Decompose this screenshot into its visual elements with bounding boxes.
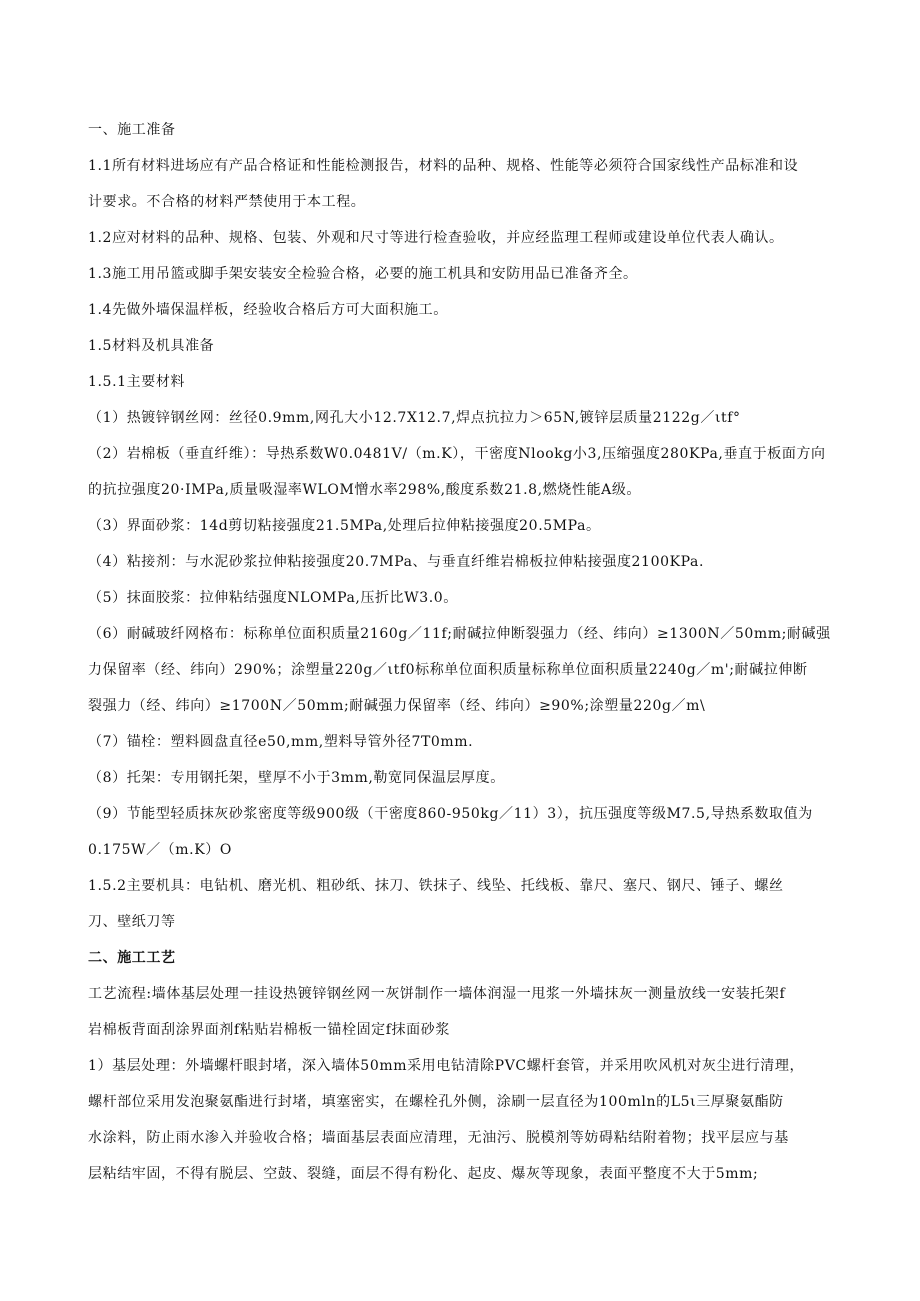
material-item-2 xyxy=(88,436,840,508)
document-body xyxy=(88,112,840,1192)
paragraph-1-2: 1.2应对材料的品种、规格、包装、外观和尺寸等进行检查验收，并应经监理工程师或建设单位代表人确认。 xyxy=(88,230,784,246)
material-item-6-line-2: 力保留率（经、纬向）290%；涂塑量220g／ιtf0标称单位面积质量标称单位面积质量2240g／m';耐碱拉伸断 xyxy=(88,662,808,678)
paragraph-1-1-line-1: 1.1所有材料进场应有产品合格证和性能检测报告，材料的品种、规格、性能等必须符合国家线性产品标准和设 xyxy=(88,158,799,174)
material-item-3: （3）界面砂浆：14d剪切粘接强度21.5MPa,处理后拉伸粘接强度20.5MPa。 xyxy=(88,518,601,534)
paragraph-1-5-2 xyxy=(88,868,840,940)
material-item-7: （7）锚栓：塑料圆盘直径e50,mm,塑料导管外径7T0mm. xyxy=(88,734,474,750)
paragraph-1-5-2-line-1: 1.5.2主要机具：电钻机、磨光机、粗砂纸、抹刀、铁抹子、线坠、托线板、靠尺、塞尺、钢尺、锤子、螺丝 xyxy=(88,878,784,894)
material-item-5: （5）抹面胶浆：拉伸粘结强度NLOMPa,压折比W3.0。 xyxy=(88,590,458,606)
material-item-2-line-1: （2）岩棉板（垂直纤维）：导热系数W0.0481V/（m.K），干密度Nlookg小3,压缩强度280KPa,垂直于板面方向 xyxy=(88,446,826,462)
step-1-line-3: 水涂料，防止雨水渗入并验收合格；墙面基层表面应清理，无油污、脱模剂等妨碍粘结附着物；找平层应与基 xyxy=(88,1130,789,1146)
material-item-9-line-1: （9）节能型轻质抹灰砂浆密度等级900级（干密度860-950kg／11）3），抗压强度等级M7.5,导热系数取值为 xyxy=(88,806,813,822)
step-1-line-2: 螺杆部位采用发泡聚氨酯进行封堵，填塞密实，在螺栓孔外侧，涂刷一层直径为100mln的L5ι三厚聚氨酯防 xyxy=(88,1094,784,1110)
process-flow-line-2: 岩棉板背面刮涂界面剂f粘贴岩棉板一锚栓固定f抹面砂浆 xyxy=(88,1022,450,1038)
paragraph-1-4: 1.4先做外墙保温样板，经验收合格后方可大面积施工。 xyxy=(88,302,448,318)
paragraph-1-3: 1.3施工用吊篮或脚手架安装安全检验合格，必要的施工机具和安防用品已准备齐全。 xyxy=(88,266,638,282)
material-item-6-line-3: 裂强力（经、纬向）≥1700N／50mm;耐碱强力保留率（经、纬向）≥90%;涂塑量220g／m\ xyxy=(88,698,706,714)
material-item-8: （8）托架：专用钢托架，壁厚不小于3mm,勒宽同保温层厚度。 xyxy=(88,770,505,786)
step-1-base-treatment xyxy=(88,1048,840,1192)
paragraph-1-5: 1.5材料及机具准备 xyxy=(88,338,215,354)
material-item-9 xyxy=(88,796,840,868)
paragraph-1-1 xyxy=(88,148,840,220)
step-1-line-1: 1）基层处理：外墙螺杆眼封堵，深入墙体50mm采用电钻清除PVC螺杆套管，并采用吹风机对灰尘进行清理， xyxy=(88,1058,805,1074)
paragraph-1-5-2-line-2: 刀、壁纸刀等 xyxy=(88,914,176,930)
step-1-line-4: 层粘结牢固，不得有脱层、空鼓、裂缝，面层不得有粉化、起皮、爆灰等现象，表面平整度不大于5mm; xyxy=(88,1166,759,1182)
section-heading-preparation: 一、施工准备 xyxy=(88,122,176,138)
material-item-1: （1）热镀锌钢丝网：丝径0.9mm,网孔大小12.7X12.7,焊点抗拉力＞65N,镀锌层质量2122g／ιtf° xyxy=(88,410,741,426)
material-item-6-line-1: （6）耐碱玻纤网格布：标称单位面积质量2160g／11f;耐碱拉伸断裂强力（经、纬向）≥1300N／50mm;耐碱强 xyxy=(88,626,831,642)
material-item-4: （4）粘接剂：与水泥砂浆拉伸粘接强度20.7MPa、与垂直纤维岩棉板拉伸粘接强度2100KPa. xyxy=(88,554,705,570)
section-heading-process: 二、施工工艺 xyxy=(88,950,176,966)
process-flow-line-1: 工艺流程:墙体基层处理一挂设热镀锌钢丝网一灰饼制作一墙体润湿一甩浆一外墙抹灰一测量放线一安装托架f xyxy=(88,986,786,1002)
paragraph-1-1-line-2: 计要求。不合格的材料严禁使用于本工程。 xyxy=(88,194,366,210)
material-item-2-line-2: 的抗拉强度20·IMPa,质量吸湿率WLOM憎水率298%,酸度系数21.8,燃烧性能A级。 xyxy=(88,482,642,498)
process-flow xyxy=(88,976,840,1048)
paragraph-1-5-1: 1.5.1主要材料 xyxy=(88,374,186,390)
material-item-9-line-2: 0.175W／（m.K）O xyxy=(88,842,232,858)
material-item-6 xyxy=(88,616,840,724)
